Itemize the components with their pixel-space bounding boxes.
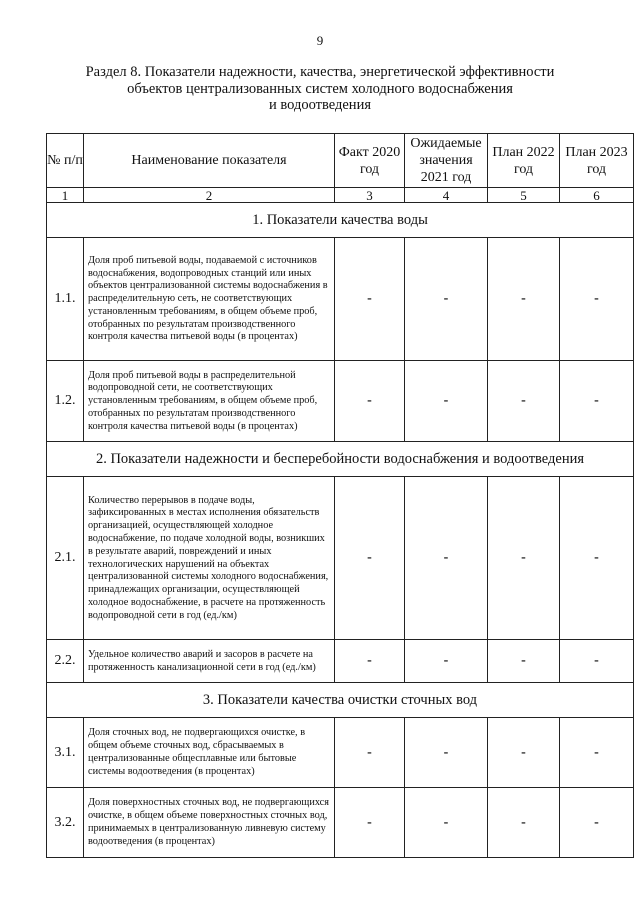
row-number: 3.1. bbox=[47, 718, 84, 788]
row-number: 2.2. bbox=[47, 640, 84, 683]
table-row bbox=[47, 361, 634, 442]
value-plan-2023: - bbox=[560, 788, 634, 858]
header-name: Наименование показателя bbox=[84, 134, 335, 188]
value-fact-2020: - bbox=[335, 361, 405, 442]
value-plan-2023: - bbox=[560, 477, 634, 640]
column-number: 6 bbox=[560, 188, 634, 203]
table-row bbox=[47, 640, 634, 683]
value-plan-2022: - bbox=[488, 640, 560, 683]
header-row bbox=[47, 134, 634, 188]
value-fact-2020: - bbox=[335, 477, 405, 640]
row-indicator-name: Количество перерывов в подаче воды, зафиксированных в местах исполнения обязательств организацией, осуществляющей холодное водоснабжение, по подаче холодной воды, возникших в результате аварий, повреждений и иных технологических нарушений на объектах централизованной системы холодного водоснабжения, принадлежащих организации, осуществляющей холодное водоснабжение, в расчете на протяженность водопроводной сети в год (ед./км) bbox=[84, 477, 335, 640]
value-plan-2022: - bbox=[488, 361, 560, 442]
table-row bbox=[47, 238, 634, 361]
value-plan-2022: - bbox=[488, 718, 560, 788]
row-indicator-name: Удельное количество аварий и засоров в расчете на протяженность канализационной сети в год (ед./км) bbox=[84, 640, 335, 683]
value-expected-2021: - bbox=[405, 718, 488, 788]
section-title: 1. Показатели качества воды bbox=[47, 203, 634, 238]
header-num: № п/п bbox=[47, 134, 84, 188]
value-plan-2023: - bbox=[560, 718, 634, 788]
row-number: 2.1. bbox=[47, 477, 84, 640]
title-line: объектов централизованных систем холодного водоснабжения bbox=[127, 80, 513, 97]
section-title: 3. Показатели качества очистки сточных вод bbox=[47, 683, 634, 718]
row-indicator-name: Доля сточных вод, не подвергающихся очистке, в общем объеме сточных вод, сбрасываемых в централизованные общесплавные или бытовые системы водоотведения (в процентах) bbox=[84, 718, 335, 788]
header-plan-2023: План 2023 год bbox=[560, 134, 634, 188]
document-title bbox=[40, 64, 600, 114]
value-expected-2021: - bbox=[405, 788, 488, 858]
column-number: 4 bbox=[405, 188, 488, 203]
value-plan-2022: - bbox=[488, 477, 560, 640]
column-number: 1 bbox=[47, 188, 84, 203]
value-plan-2022: - bbox=[488, 238, 560, 361]
row-number: 3.2. bbox=[47, 788, 84, 858]
column-number: 2 bbox=[84, 188, 335, 203]
row-indicator-name: Доля поверхностных сточных вод, не подвергающихся очистке, в общем объеме поверхностных сточных вод, принимаемых в централизованную ливневую систему водоотведения (в процентах) bbox=[84, 788, 335, 858]
column-number: 3 bbox=[335, 188, 405, 203]
table-row bbox=[47, 718, 634, 788]
section-header bbox=[47, 683, 634, 718]
value-plan-2023: - bbox=[560, 238, 634, 361]
value-expected-2021: - bbox=[405, 238, 488, 361]
column-number-row bbox=[47, 188, 634, 203]
value-fact-2020: - bbox=[335, 718, 405, 788]
value-expected-2021: - bbox=[405, 361, 488, 442]
value-plan-2023: - bbox=[560, 361, 634, 442]
table-row bbox=[47, 477, 634, 640]
value-plan-2022: - bbox=[488, 788, 560, 858]
value-expected-2021: - bbox=[405, 640, 488, 683]
column-number: 5 bbox=[488, 188, 560, 203]
table-row bbox=[47, 788, 634, 858]
section-title: 2. Показатели надежности и бесперебойности водоснабжения и водоотведения bbox=[47, 442, 634, 477]
title-line: Раздел 8. Показатели надежности, качества, энергетической эффективности bbox=[85, 64, 555, 80]
value-expected-2021: - bbox=[405, 477, 488, 640]
title-line: и водоотведения bbox=[269, 97, 371, 113]
row-number: 1.1. bbox=[47, 238, 84, 361]
page-number: 9 bbox=[316, 33, 324, 48]
row-number: 1.2. bbox=[47, 361, 84, 442]
header-expected-2021: Ожидаемые значения 2021 год bbox=[405, 134, 488, 188]
value-fact-2020: - bbox=[335, 238, 405, 361]
header-plan-2022: План 2022 год bbox=[488, 134, 560, 188]
header-fact-2020: Факт 2020 год bbox=[335, 134, 405, 188]
value-plan-2023: - bbox=[560, 640, 634, 683]
section-header bbox=[47, 203, 634, 238]
section-header bbox=[47, 442, 634, 477]
row-indicator-name: Доля проб питьевой воды, подаваемой с источников водоснабжения, водопроводных станций или иных объектов централизованной системы водоснабжения в распределительную сеть, не соответствующих установленным требованиям, в общем объеме проб, отобранных по результатам производственного контроля качества питьевой воды (в процентах) bbox=[84, 238, 335, 361]
row-indicator-name: Доля проб питьевой воды в распределительной водопроводной сети, не соответствующих установленным требованиям, в общем объеме проб, отобранных по результатам производственного контроля качества питьевой воды (в процентах) bbox=[84, 361, 335, 442]
value-fact-2020: - bbox=[335, 640, 405, 683]
indicators-table bbox=[46, 133, 634, 858]
value-fact-2020: - bbox=[335, 788, 405, 858]
